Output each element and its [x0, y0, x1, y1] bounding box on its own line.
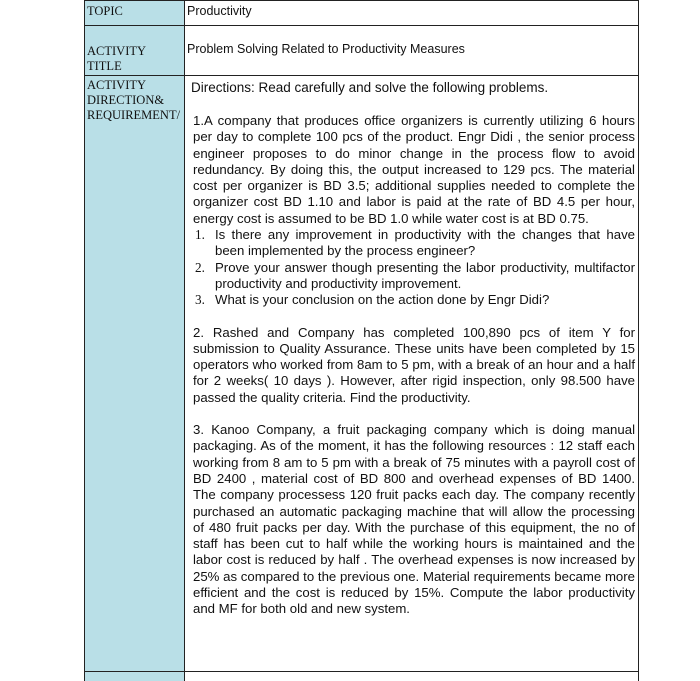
problem-3-text: 3. Kanoo Company, a fruit packaging company which is doing manual packaging. As of the moment, it has the following resources : 12 staff each working from 8 am to 5 pm with a break of 75 minutes with a payroll cost of BD 2400 , material cost of BD 800 and overhead expenses of BD 1400. The company processess 120 fruit packs each day. The company recently purchased an automatic packaging machine that will allow the processing of 480 fruit packs per day. With the purchase of this equipment, the no of staff has been cut to half while the working hours is maintained and the labor cost is reduced by half . The overhead expenses is now increased by 25% as compared to the previous one. Material requirements became more efficient and the cost is reduced by 15%. Compute the labor productivity and MF for both old and new system. [193, 422, 635, 617]
problem-1-text: 1.A company that produces office organizers is currently utilizing 6 hours per day to complete 100 pcs of the product. Engr Didi , the senior process engineer proposes to do minor change in the process flow to avoid redundancy. By doing this, the output increased to 129 pcs. The material cost per organizer is BD 3.5; additional supplies needed to complete the organizer cost BD 1.10 and labor is paid at the rate of BD 4.5 per hour, energy cost is assumed to be BD 1.0 while water cost is at BD 0.75. [193, 113, 635, 226]
row-divider [84, 0, 639, 1]
row-divider [84, 75, 639, 76]
row-divider [84, 671, 639, 672]
list-item [193, 227, 635, 260]
activity-title-value: Problem Solving Related to Productivity Measures [187, 42, 465, 56]
activity-title-label-2: TITLE [87, 59, 122, 73]
problems-section [193, 113, 635, 618]
list-item [193, 260, 635, 293]
activity-direction-label-2: DIRECTION& [87, 93, 165, 107]
problem-2-text: 2. Rashed and Company has completed 100,890 pcs of item Y for submission to Quality Assurance. These units have been completed by 15 operators who worked from 8am to 5 pm, with a break of an hour and a half for 2 weeks( 10 days ). However, after rigid inspection, only 98.500 have passed the quality criteria. Find the productivity. [193, 324, 635, 405]
activity-title-label-1: ACTIVITY [87, 44, 147, 58]
question-text: Prove your answer though presenting the labor productivity, multifactor productivity and productivity improvement. [215, 259, 635, 291]
topic-label: TOPIC [87, 4, 123, 18]
question-number: 2. [195, 259, 205, 275]
question-text: Is there any improvement in productivity with the changes that have been implemented by the process engineer? [215, 227, 635, 259]
row-divider [84, 25, 639, 26]
question-text: What is your conclusion on the action done by Engr Didi? [215, 292, 550, 308]
problem-1-questions [193, 227, 635, 308]
activity-direction-label-3: REQUIREMENT/ [87, 108, 181, 122]
question-number: 1. [195, 227, 205, 243]
directions-text: Directions: Read carefully and solve the following problems. [191, 80, 549, 95]
activity-direction-label-1: ACTIVITY [87, 78, 147, 92]
question-number: 3. [195, 292, 205, 308]
list-item [193, 292, 635, 308]
table-right-border [638, 0, 639, 681]
topic-value: Productivity [187, 4, 252, 18]
